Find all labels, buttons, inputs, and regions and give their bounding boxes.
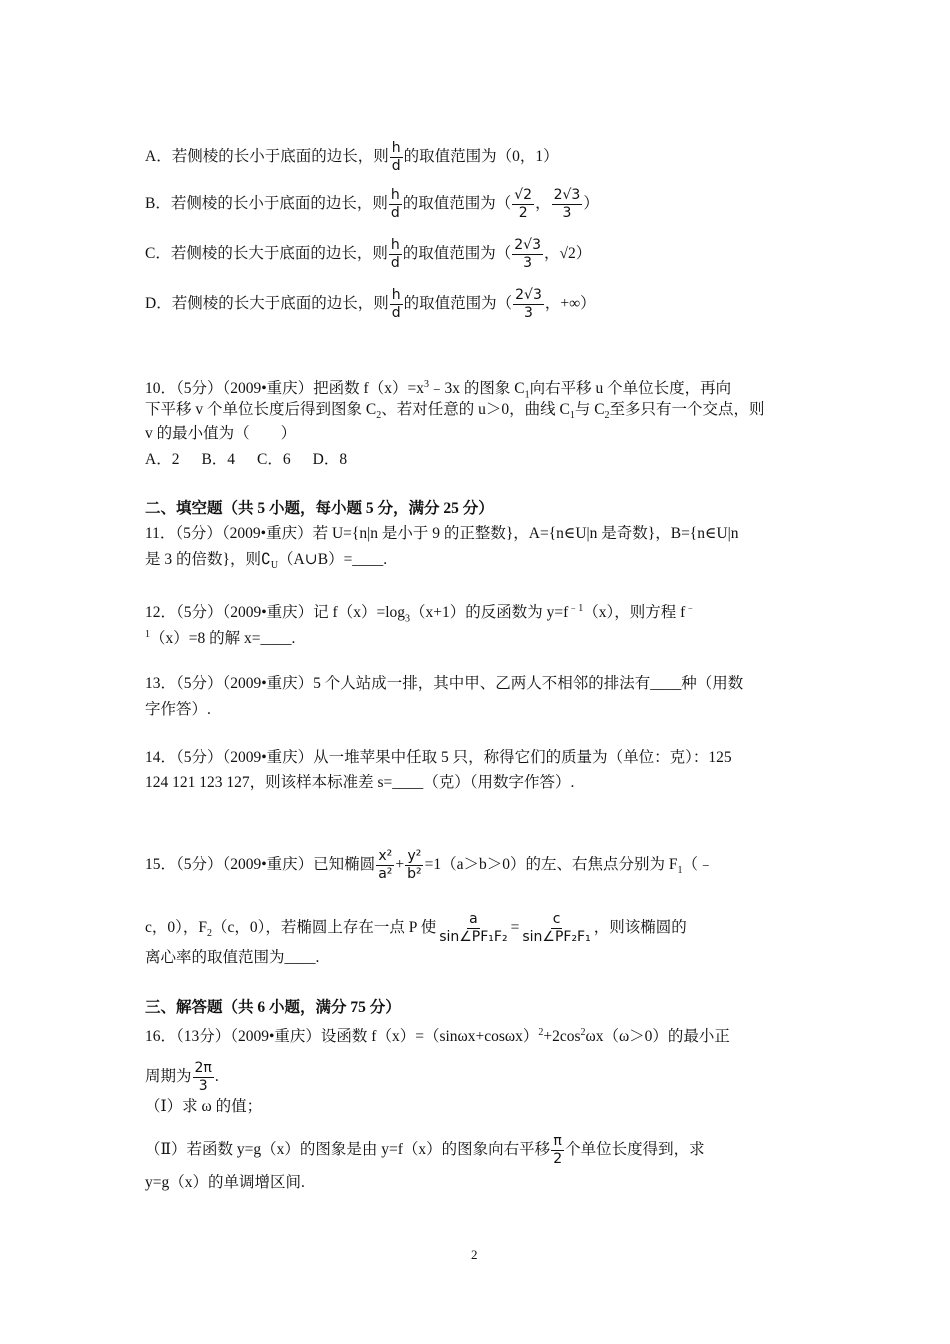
t: +2cos <box>543 1028 581 1046</box>
t: 3 <box>423 379 429 390</box>
q16-line5: y=g（x）的单调增区间. <box>145 1174 305 1191</box>
sep: ， <box>544 295 561 313</box>
den: a² <box>378 866 393 882</box>
den: d <box>391 305 401 321</box>
t: 1 <box>677 865 683 877</box>
option-a <box>145 140 559 175</box>
q10-option-b: B．4 <box>201 451 236 468</box>
t: 2 <box>376 410 382 422</box>
q13-line2: 字作答）. <box>145 701 211 718</box>
option-d <box>145 287 596 322</box>
den: d <box>391 158 401 174</box>
t: （﹣ <box>682 856 714 874</box>
q13-line1: 13．（5分）（2009•重庆）5 个人站成一排，其中甲、乙两人不相邻的排法有____种（用数 <box>145 675 744 692</box>
den: sin∠PF₁F₂ <box>439 929 508 945</box>
t: = <box>510 919 520 937</box>
t: + <box>395 856 405 874</box>
q14-line1: 14．（5分）（2009•重庆）从一堆苹果中任取 5 只，称得它们的质量为（单位：克）：125 <box>145 749 732 766</box>
den: d <box>390 205 400 221</box>
option-text: B．若侧棱的长小于底面的边长，则 <box>145 195 388 213</box>
t: 周期为 <box>145 1068 192 1086</box>
q10-line2 <box>145 400 765 426</box>
t: 3 <box>405 613 411 625</box>
q11-line1: 11．（5分）（2009•重庆）若 U={n|n 是小于 9 的正整数}，A={n∈U|n 是奇数}，B={n∈U|n <box>145 525 739 542</box>
fraction <box>512 187 534 222</box>
den: sin∠PF₂F₁ <box>522 929 591 945</box>
num: 2√3 <box>515 287 542 303</box>
t: （x+1）的反函数为 y=f <box>410 604 569 622</box>
t: =1（a＞b＞0）的左、右焦点分别为 F <box>424 856 678 874</box>
t: ﹣ <box>685 603 696 614</box>
section-fill-in-heading: 二、填空题（共 5 小题，每小题 5 分，满分 25 分） <box>145 500 494 517</box>
fraction-h-d <box>390 140 403 175</box>
q16-line2 <box>145 1060 219 1095</box>
num: h <box>391 287 401 303</box>
t: （c，0），若椭圆上存在一点 P 使 <box>212 919 437 937</box>
t: ωx（ω＞0）的最小正 <box>585 1028 730 1046</box>
den: 3 <box>524 305 533 321</box>
tail: √2） <box>559 245 592 263</box>
num: 2√3 <box>514 237 541 253</box>
q10-option-d: D．8 <box>312 451 348 468</box>
t: 1 <box>524 389 530 401</box>
t: 2 <box>538 1027 544 1038</box>
q14-line2: 124 121 123 127，则该样本标准差 s=____（克）（用数字作答）. <box>145 774 575 791</box>
q15-line1 <box>145 848 714 883</box>
t: U <box>270 560 279 572</box>
fraction-y2-b2 <box>405 848 424 883</box>
t: （Ⅱ）若函数 y=g（x）的图象是由 y=f（x）的图象向右平移 <box>145 1141 551 1159</box>
den: 3 <box>198 1078 208 1094</box>
fraction <box>513 287 544 322</box>
fraction-a-sin <box>437 911 509 946</box>
t: ，则该椭圆的 <box>593 919 687 937</box>
num: c <box>552 911 561 927</box>
t: ﹣1 <box>568 603 584 614</box>
q16-line4 <box>145 1133 705 1168</box>
t: 12．（5分）（2009•重庆）记 f（x）=log <box>145 604 406 622</box>
option-c <box>145 237 591 272</box>
option-text: 的取值范围为（0，1） <box>403 148 559 166</box>
num: x² <box>378 848 393 864</box>
fraction-2pi-3 <box>193 1060 214 1095</box>
option-text: A．若侧棱的长小于底面的边长，则 <box>145 148 389 166</box>
den: b² <box>407 866 422 882</box>
num: 2√3 <box>553 187 581 203</box>
q10-line3: v 的最小值为（ ） <box>145 425 297 442</box>
num: h <box>390 187 400 203</box>
section-answer-heading: 三、解答题（共 6 小题，满分 75 分） <box>145 999 401 1016</box>
t: 、若对任意的 u＞0，曲线 C <box>381 401 570 418</box>
q15-line3: 离心率的取值范围为____. <box>145 949 320 966</box>
t: 1 <box>145 629 150 640</box>
den: 2 <box>518 205 528 221</box>
q12-line2 <box>145 625 295 649</box>
fraction-pi-2 <box>551 1133 564 1168</box>
t: （x）=8 的解 x=____. <box>150 630 296 648</box>
den: 3 <box>562 205 572 221</box>
num: h <box>391 140 401 156</box>
sep: ， <box>535 195 551 213</box>
num: a <box>469 911 478 927</box>
q10-options <box>145 450 347 470</box>
option-text: 的取值范围为（ <box>402 195 512 213</box>
t: 下平移 v 个单位长度后得到图象 C <box>145 401 377 418</box>
q15-line2 <box>145 911 687 946</box>
t: . <box>214 1068 219 1086</box>
fraction-h-d <box>389 187 402 222</box>
fraction-c-sin <box>520 911 592 946</box>
t: 16．（13分）（2009•重庆）设函数 f（x）=（sinωx+cosωx） <box>145 1028 539 1046</box>
q10-option-a: A．2 <box>145 451 180 468</box>
den: 3 <box>523 255 533 271</box>
t: 15．（5分）（2009•重庆）已知椭圆 <box>145 856 376 874</box>
t: 2 <box>604 410 610 422</box>
fraction-x2-a2 <box>376 848 394 883</box>
q16-line3: （Ⅰ）求 ω 的值； <box>145 1098 263 1115</box>
option-text: 的取值范围为（ <box>402 245 512 263</box>
num: y² <box>407 848 422 864</box>
t: 2 <box>207 928 213 940</box>
tail: +∞） <box>560 295 596 313</box>
fraction <box>552 187 583 222</box>
t: 1 <box>569 410 575 422</box>
t: 是 3 的倍数}，则∁ <box>145 551 271 568</box>
t: 至多只有一个交点，则 <box>609 401 765 418</box>
option-b <box>145 187 599 222</box>
option-text: D．若侧棱的长大于底面的边长，则 <box>145 295 389 313</box>
q16-line1 <box>145 1023 730 1047</box>
fraction-h-d <box>390 287 403 322</box>
q11-line2 <box>145 550 387 576</box>
fraction-h-d <box>389 237 402 272</box>
q10-option-c: C．6 <box>257 451 291 468</box>
page-number: 2 <box>471 1247 478 1262</box>
end: ） <box>583 195 599 213</box>
t: 个单位长度得到，求 <box>565 1141 705 1159</box>
num: h <box>390 237 400 253</box>
t: 2 <box>580 1027 586 1038</box>
option-text: 的取值范围为（ <box>403 295 513 313</box>
t: （x），则方程 f <box>583 604 686 622</box>
den: 2 <box>553 1151 563 1167</box>
num: √2 <box>514 187 533 203</box>
sep: ， <box>544 245 560 263</box>
den: d <box>390 255 400 271</box>
t: c，0），F <box>145 919 208 937</box>
num: π <box>553 1133 562 1149</box>
t: ﹣3x 的图象 C <box>428 380 525 398</box>
t: （A∪B）=____. <box>278 551 388 568</box>
t: 与 C <box>574 401 605 418</box>
t: 向右平移 u 个单位长度，再向 <box>529 380 732 398</box>
t: 10．（5分）（2009•重庆）把函数 f（x）=x <box>145 380 424 398</box>
fraction <box>512 237 543 272</box>
option-text: C．若侧棱的长大于底面的边长，则 <box>145 245 388 263</box>
num: 2π <box>194 1060 212 1076</box>
